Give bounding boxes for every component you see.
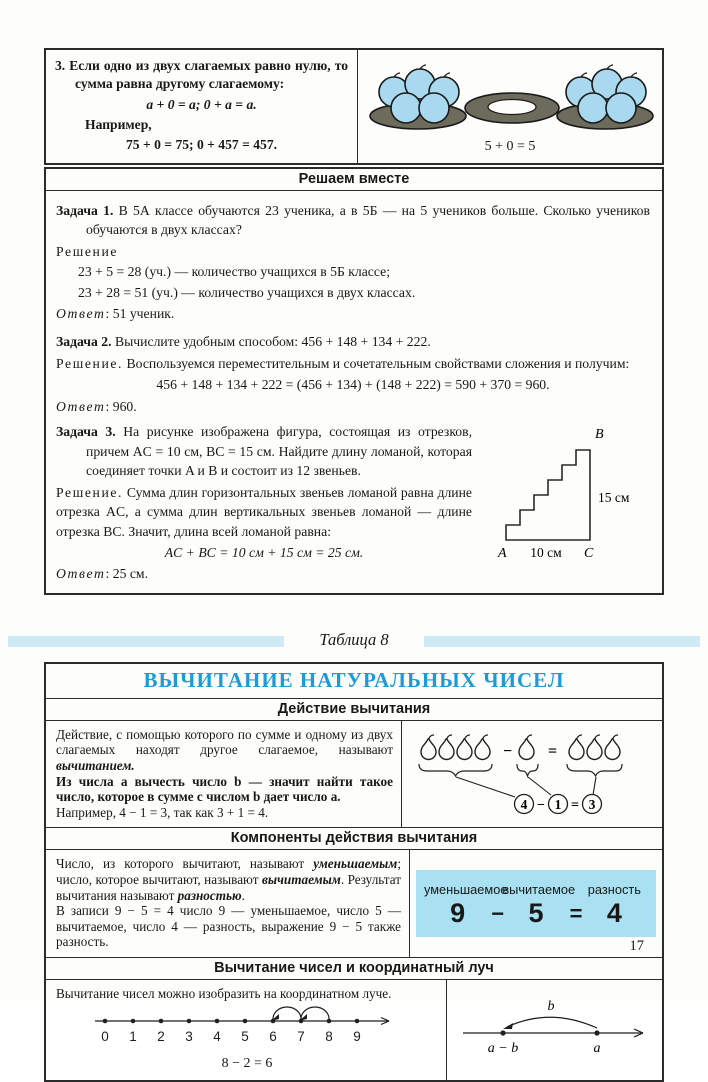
base-length-label: 10 см xyxy=(530,545,562,561)
staircase-diagram-icon xyxy=(478,422,648,562)
action-example-paragraph: Например, 4 − 1 = 3, так как 3 + 1 = 4. xyxy=(56,804,269,820)
rule-statement xyxy=(55,57,348,94)
solve-together-box xyxy=(44,167,664,595)
section-ray-header: Вычитание чисел и координатный луч xyxy=(46,958,662,980)
ray-row xyxy=(46,980,662,1080)
ray-text: Вычитание чисел можно изобразить на координатном луче. xyxy=(56,985,392,1001)
point-a-label: A xyxy=(498,546,507,562)
left-stripe xyxy=(8,636,284,647)
difference-value: 4 xyxy=(606,898,622,929)
task2-formula: 456 + 148 + 134 + 222 = (456 + 134) + (148 + 222) = 590 + 370 = 960. xyxy=(156,377,550,393)
task1-answer: Ответ: 51 ученик. xyxy=(56,305,175,321)
action-row xyxy=(46,721,662,828)
side-length-label: 15 см xyxy=(598,490,630,506)
section-components-header: Компоненты действия вычитания xyxy=(46,828,662,850)
components-row xyxy=(46,850,662,957)
section-action-header: Действие вычитания xyxy=(46,699,662,721)
table8-caption-row xyxy=(44,628,664,658)
subtrahend-value: 5 xyxy=(528,898,544,929)
subtrahend-label: вычитаемое xyxy=(502,882,576,898)
right-stripe xyxy=(424,636,700,647)
task1-statement xyxy=(56,201,650,240)
pears-minus-sign: − xyxy=(503,743,513,761)
tick-8: 8 xyxy=(325,1029,333,1045)
circle-minus-sign: − xyxy=(537,798,545,814)
tick-1: 1 xyxy=(129,1029,137,1045)
task3-block xyxy=(56,422,650,584)
task3-answer: Ответ: 25 см. xyxy=(56,566,148,582)
tick-9: 9 xyxy=(353,1029,361,1045)
solve-together-header: Решаем вместе xyxy=(46,169,662,191)
task2-solution: Решение. Воспользуемся переместительным и сочетательным свойствами сложения и получим: xyxy=(56,355,630,371)
equals-operator: = xyxy=(569,901,583,927)
addition-rule-box xyxy=(44,48,664,165)
apples-illustration xyxy=(358,50,662,163)
tick-3: 3 xyxy=(185,1029,193,1045)
table8-caption: Таблица 8 xyxy=(319,629,389,649)
circled-subtrahend: 1 xyxy=(554,797,562,813)
circled-difference: 3 xyxy=(588,797,596,813)
minus-operator: − xyxy=(491,901,505,927)
components-highlight-box xyxy=(416,870,656,937)
task3-text: На рисунке изображена фигура, состоящая из отрезков, причем AC = 10 см, BC = 15 см. Найдите длину ломаной, которая соединяет точки A и B и состоит из 12 звеньев. xyxy=(86,424,473,479)
action-definition-cell xyxy=(46,721,402,827)
circled-minuend: 4 xyxy=(520,797,528,813)
arc-arrowhead xyxy=(271,1014,279,1021)
difference-label: разность xyxy=(587,882,641,898)
components-expression-row xyxy=(424,899,648,929)
components-highlight-cell xyxy=(410,850,662,956)
number-line-icon xyxy=(87,1005,407,1055)
components-definition-cell xyxy=(46,850,410,956)
plates-apples-icon xyxy=(360,58,660,138)
task2-answer: Ответ: 960. xyxy=(56,398,137,414)
ray-diagram-cell xyxy=(447,980,662,1080)
page-content xyxy=(44,48,664,1082)
tick-7: 7 xyxy=(297,1029,305,1045)
components-def-paragraph: Число, из которого вычитают, называют уменьшаемым; число, которое вычитают, называют вычитаемым. Результат вычитания называют разностью. xyxy=(56,856,401,903)
task2-text: Вычислите удобным способом: 456 + 148 + 134 + 222. xyxy=(114,334,431,350)
page-number: 17 xyxy=(629,938,644,954)
task3-formula: AC + BC = 10 см + 15 см = 25 см. xyxy=(164,544,364,560)
tick-4: 4 xyxy=(213,1029,221,1045)
subtraction-table xyxy=(44,662,664,1082)
action-def-paragraph: Действие, с помощью которого по сумме и одному из двух слагаемых находят другое слагаемое, называют вычитанием. xyxy=(56,726,393,774)
rule-formula: a + 0 = a; 0 + a = a. xyxy=(146,96,257,112)
a-label: a xyxy=(593,1040,600,1056)
circle-equals-sign: = xyxy=(571,798,579,814)
staircase-figure xyxy=(478,422,650,562)
ray-diagram-icon xyxy=(455,999,655,1061)
point-c-label: C xyxy=(584,546,594,562)
pears-diagram-icon xyxy=(408,731,656,817)
rule-text: Если одно из двух слагаемых равно нулю, то сумма равна другому слагаемому: xyxy=(69,58,348,92)
task1-label: Задача 1. xyxy=(56,202,114,218)
task2-label: Задача 2. xyxy=(56,334,112,350)
tick-6: 6 xyxy=(269,1029,277,1045)
task3-label: Задача 3. xyxy=(56,424,116,440)
task3-solution: Решение. Сумма длин горизонтальных звеньев ломаной равна длине отрезка AC, а сумма длин вертикальных звеньев ломаной — длине отрезка BC. Значит, длина всей ломаной равна: xyxy=(56,484,472,539)
components-labels-row xyxy=(424,882,648,897)
action-rule-paragraph: Из числа a вычесть число b — значит найти такое число, которое в сумме с числом b дает число a. xyxy=(56,773,393,805)
components-example-paragraph: В записи 9 − 5 = 4 число 9 — уменьшаемое, число 5 — вычитаемое, число 4 — разность, выражение 9 − 5 также разность. xyxy=(56,903,401,950)
task1-text: В 5А классе обучаются 23 ученика, а в 5Б — на 5 учеников больше. Сколько учеников обучаются в двух классах? xyxy=(86,202,650,238)
number-line-caption: 8 − 2 = 6 xyxy=(221,1056,273,1072)
minuend-value: 9 xyxy=(450,898,466,929)
number-line-cell xyxy=(46,980,447,1080)
point-b-label: B xyxy=(595,427,604,443)
task1-solution-line2: 23 + 28 = 51 (уч.) — количество учащихся в двух классах. xyxy=(78,284,416,300)
pears-equals-sign: = xyxy=(548,743,558,761)
rule-example-intro: Например, xyxy=(85,117,152,133)
rule-text-cell xyxy=(46,50,358,163)
arc-b-label: b xyxy=(547,998,554,1014)
a-minus-b-label: a − b xyxy=(487,1040,518,1056)
task1-solution-label: Решение xyxy=(56,243,119,259)
plates-caption: 5 + 0 = 5 xyxy=(484,139,536,155)
rule-example: 75 + 0 = 75; 0 + 457 = 457. xyxy=(125,137,278,153)
solve-together-body xyxy=(46,191,662,593)
tick-0: 0 xyxy=(101,1029,109,1045)
rule-number: 3. xyxy=(55,58,66,73)
tick-2: 2 xyxy=(157,1029,165,1045)
table-title: ВЫЧИТАНИЕ НАТУРАЛЬНЫХ ЧИСЕЛ xyxy=(46,664,662,699)
task2-statement xyxy=(56,332,650,351)
minuend-label: уменьшаемое xyxy=(424,882,508,898)
pears-illustration-cell xyxy=(402,721,662,827)
task1-solution-line1: 23 + 5 = 28 (уч.) — количество учащихся в 5Б классе; xyxy=(78,264,390,280)
tick-5: 5 xyxy=(241,1029,249,1045)
arc-arrowhead xyxy=(503,1023,513,1029)
